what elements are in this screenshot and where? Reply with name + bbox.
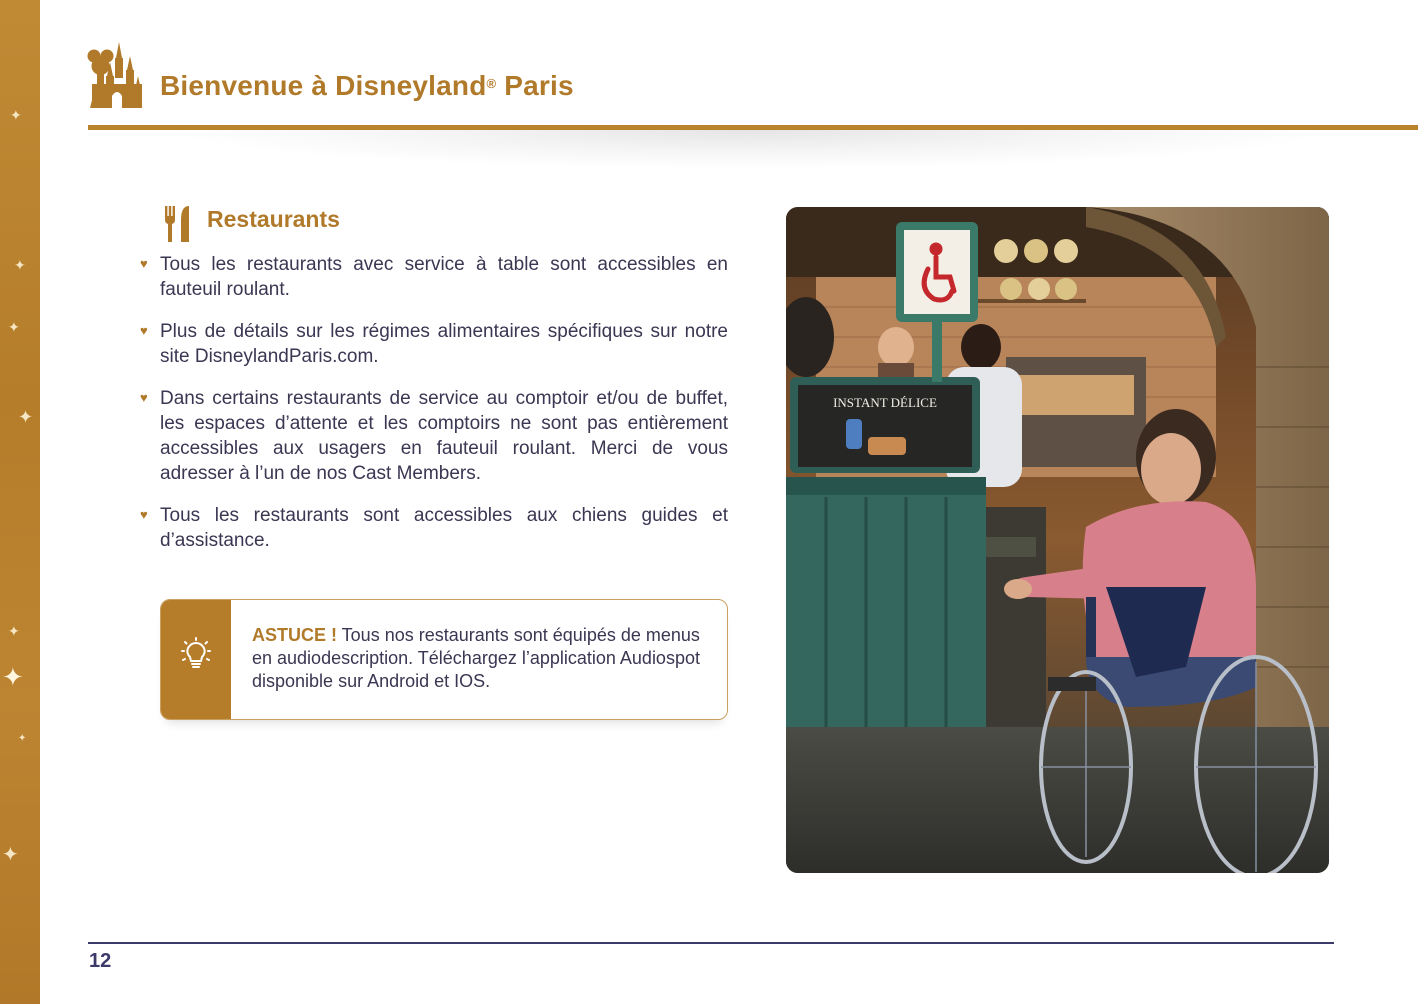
tip-box xyxy=(160,599,728,720)
page-title: Bienvenue à Disneyland® Paris xyxy=(160,70,574,101)
side-decorative-band xyxy=(0,0,40,1004)
lightbulb-icon xyxy=(178,637,214,673)
heart-bullet-icon: ♥ xyxy=(140,507,148,522)
header-shadow xyxy=(180,130,1320,168)
restaurant-photo-illustration xyxy=(786,207,1329,873)
tip-body: Tous nos restaurants sont équipés de menus en audiodescription. Téléchargez l’application Audiospot disponible sur Android et IOS. xyxy=(252,625,700,691)
list-item xyxy=(140,503,728,553)
tip-sidebar xyxy=(161,600,231,719)
sign-text: INSTANT DÉLICE xyxy=(833,395,937,410)
sparkle-icon: ✦ xyxy=(14,257,26,273)
sparkle-icon: ✦ xyxy=(8,623,20,639)
tip-text xyxy=(252,624,720,693)
footer-rule xyxy=(88,942,1334,944)
sparkle-icon: ✦ xyxy=(2,844,19,866)
list-item-text: Tous les restaurants sont accessibles aux chiens guides et d’assistance. xyxy=(160,505,728,551)
castle-logo-icon xyxy=(86,40,142,108)
page-number: 12 xyxy=(89,950,112,972)
restaurant-photo xyxy=(786,207,1329,873)
bullet-list xyxy=(140,252,728,570)
sparkle-icon: ✦ xyxy=(18,733,27,744)
heart-bullet-icon: ♥ xyxy=(140,323,148,338)
list-item xyxy=(140,252,728,302)
list-item-text: Plus de détails sur les régimes alimentaires spécifiques sur notre site DisneylandParis.com. xyxy=(160,321,728,367)
sparkle-icon: ✦ xyxy=(18,407,34,427)
sparkle-icon: ✦ xyxy=(2,662,24,692)
list-item xyxy=(140,319,728,369)
tip-label: ASTUCE ! xyxy=(252,625,337,645)
list-item-text: Dans certains restaurants de service au comptoir et/ou de buffet, les espaces d’attente et les comptoirs ne sont pas entièrement accessibles aux usagers en fauteuil roulant. Merci de vous adresser à l’un de nos Cast Members. xyxy=(160,388,728,484)
list-item xyxy=(140,386,728,486)
list-item-text: Tous les restaurants avec service à table sont accessibles en fauteuil roulant. xyxy=(160,254,728,300)
fork-knife-icon xyxy=(163,206,191,242)
section-title: Restaurants xyxy=(207,206,340,232)
heart-bullet-icon: ♥ xyxy=(140,390,148,405)
sparkle-icon: ✦ xyxy=(10,107,22,123)
sparkle-icon: ✦ xyxy=(8,319,20,335)
heart-bullet-icon: ♥ xyxy=(140,256,148,271)
